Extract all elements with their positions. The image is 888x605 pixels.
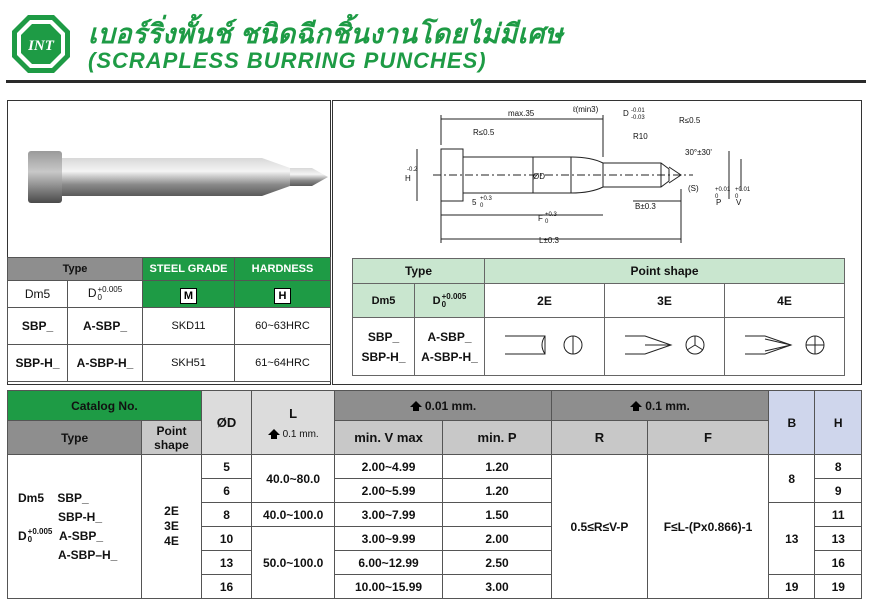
point-d-tolerance <box>442 293 467 309</box>
point-shape-header: Point shape <box>485 259 845 284</box>
phid-cell: 13 <box>201 551 251 575</box>
minv-cell: 3.00~7.99 <box>335 503 443 527</box>
l-step <box>252 429 334 440</box>
d-tolerance <box>97 286 122 302</box>
type-line-1 <box>18 489 141 508</box>
step-001-header <box>335 391 552 421</box>
dim-b: B±0.3 <box>635 202 656 211</box>
b-cell: 19 <box>769 575 815 599</box>
table-row <box>8 345 331 382</box>
hardness-cell: 60~63HRC <box>235 308 331 345</box>
dim-f-up: +0.3 <box>545 212 557 218</box>
point-type-b-cell <box>415 318 485 376</box>
type-d-tolerance <box>28 528 53 544</box>
hardness-cell: 61~64HRC <box>235 345 331 382</box>
shape-2e-drawing <box>485 318 605 376</box>
b-header: B <box>769 391 815 455</box>
shape-3e-icon <box>615 330 715 360</box>
type-line-3 <box>18 527 141 546</box>
dim-v-up: +0.01 <box>735 187 751 193</box>
minp-cell: 1.20 <box>443 455 552 479</box>
type-asbp: A-SBP_ <box>59 528 104 543</box>
r-header: R <box>552 421 648 455</box>
dim-phid: ØD <box>533 172 545 181</box>
type-sbph: SBP-H_ <box>58 509 103 524</box>
h-cell: 13 <box>815 527 862 551</box>
phid-cell: 8 <box>201 503 251 527</box>
dim-r05-top: R≤0.5 <box>679 116 701 125</box>
page-title-thai: เบอร์ริ่งพั้นช์ ชนิดฉีกชิ้นงานโดยไม่มีเศษ <box>88 19 564 49</box>
steel-cell: SKD11 <box>143 308 235 345</box>
point-dm5-label: Dm5 <box>353 284 415 318</box>
h-cell: 19 <box>815 575 862 599</box>
dim-r10: R10 <box>633 132 648 141</box>
b-cell: 8 <box>769 455 815 503</box>
punch-photo <box>28 151 338 211</box>
dim-f: F <box>538 214 543 223</box>
l-header <box>252 391 335 455</box>
type-dm5: Dm5 <box>18 490 45 505</box>
hardness-h-icon: H <box>274 288 291 304</box>
type-cell: A-SBP_ <box>68 308 143 345</box>
type-d-low: 0 <box>27 535 33 545</box>
dim-p: P <box>716 198 722 207</box>
minp-cell: 3.00 <box>443 575 552 599</box>
h-cell: 8 <box>815 455 862 479</box>
d-tol-lower: 0 <box>97 293 102 302</box>
h-header: H <box>815 391 862 455</box>
minp-cell: 2.50 <box>443 551 552 575</box>
logo-text: INT <box>28 38 54 54</box>
catalog-table <box>7 390 862 599</box>
dim-5-up: +0.3 <box>480 196 492 202</box>
point-type-header: Type <box>353 259 485 284</box>
page-title-english: (SCRAPLESS BURRING PUNCHES) <box>88 48 487 73</box>
dim-s: (S) <box>688 184 699 193</box>
point-shape-table <box>352 258 845 376</box>
point-shape-header: Point shape <box>142 421 202 455</box>
point-d-label <box>415 284 485 318</box>
point-shape-3e: 3E <box>164 519 179 533</box>
point-d-symbol: D <box>432 294 441 307</box>
step-arrow-icon <box>630 401 642 407</box>
table-row <box>8 308 331 345</box>
catalog-point-shape-cell <box>142 455 202 599</box>
d-tol-upper: +0.005 <box>97 285 123 294</box>
shape-2e-header: 2E <box>485 284 605 318</box>
material-m-icon: M <box>180 288 197 304</box>
h-cell: 9 <box>815 479 862 503</box>
shape-4e-icon <box>735 330 835 360</box>
type-cell: SBP_ <box>8 308 68 345</box>
dim-lmin: ℓ(min3) <box>573 105 599 114</box>
type-sbp: SBP_ <box>57 490 89 505</box>
point-d-low: 0 <box>441 299 447 309</box>
dim-d-up: -0.01 <box>631 108 645 114</box>
steel-cell: SKH51 <box>143 345 235 382</box>
r-value-cell: 0.5≤R≤V-P <box>552 455 648 599</box>
phid-cell: 5 <box>201 455 251 479</box>
minv-cell: 6.00~12.99 <box>335 551 443 575</box>
steel-grade-icon-cell <box>143 281 235 308</box>
l-cell: 40.0~100.0 <box>252 503 335 527</box>
minv-cell: 3.00~9.99 <box>335 527 443 551</box>
catalog-type-cell <box>8 455 142 599</box>
dim-5-low: 0 <box>480 203 484 209</box>
step-01-label: 0.1 mm. <box>645 398 690 413</box>
point-shape-2e: 2E <box>164 504 179 518</box>
f-header: F <box>647 421 768 455</box>
type-asbph: A-SBP–H_ <box>58 547 118 562</box>
b-cell: 13 <box>769 503 815 575</box>
phid-cell: 16 <box>201 575 251 599</box>
minv-header: min. V max <box>335 421 443 455</box>
point-type-sbph: SBP-H_ <box>361 349 406 364</box>
type-d-up: +0.005 <box>27 527 53 537</box>
dim-d: D <box>623 109 629 118</box>
f-value-cell: F≤L-(Px0.866)-1 <box>647 455 768 599</box>
l-header-label: L <box>289 405 298 421</box>
int-logo <box>10 13 72 75</box>
dim-p-up: +0.01 <box>715 187 731 193</box>
dim-max35: max.35 <box>508 109 535 118</box>
dim-r05-left: R≤0.5 <box>473 128 495 137</box>
minv-cell: 2.00~4.99 <box>335 455 443 479</box>
h-cell: 11 <box>815 503 862 527</box>
minv-cell: 2.00~5.99 <box>335 479 443 503</box>
shape-2e-icon <box>495 330 595 360</box>
hardness-header: HARDNESS <box>235 258 331 281</box>
point-d-up: +0.005 <box>441 291 467 301</box>
minp-cell: 1.50 <box>443 503 552 527</box>
type-cell: SBP-H_ <box>8 345 68 382</box>
phid-cell: 10 <box>201 527 251 551</box>
type-cell: A-SBP-H_ <box>68 345 143 382</box>
steel-grade-header: STEEL GRADE <box>143 258 235 281</box>
dim-h-tol: -0.2 <box>407 167 418 173</box>
header-divider <box>6 80 866 83</box>
point-type-asbph: A-SBP-H_ <box>421 349 478 364</box>
step-arrow-icon <box>410 401 422 407</box>
step-01-header <box>552 391 769 421</box>
point-shape-4e: 4E <box>164 534 179 548</box>
dim-d-low: -0.03 <box>631 115 645 121</box>
shape-3e-header: 3E <box>605 284 725 318</box>
l-step-label: 0.1 mm. <box>282 428 319 440</box>
dim-f-low: 0 <box>545 219 549 225</box>
h-cell: 16 <box>815 551 862 575</box>
dim-h: H <box>405 174 411 183</box>
dim-l: L±0.3 <box>539 236 559 245</box>
point-type-asbp: A-SBP_ <box>427 329 472 344</box>
technical-drawing <box>333 101 863 251</box>
d-symbol: D <box>87 286 97 301</box>
shape-4e-drawing <box>725 318 845 376</box>
table-row <box>8 455 862 479</box>
hardness-icon-cell <box>235 281 331 308</box>
d-tolerance-label <box>68 281 143 308</box>
dim-angle: 30°±30' <box>685 148 712 157</box>
dim-v-low: 0 <box>735 194 739 200</box>
dim-p-low: 0 <box>715 194 719 200</box>
type-header: Type <box>8 258 143 281</box>
dm5-label: Dm5 <box>8 281 68 308</box>
point-type-sbp: SBP_ <box>367 329 400 344</box>
dim-v: V <box>736 198 742 207</box>
l-cell: 40.0~80.0 <box>252 455 335 503</box>
catalog-no-header: Catalog No. <box>8 391 202 421</box>
shape-3e-drawing <box>605 318 725 376</box>
minp-header: min. P <box>443 421 552 455</box>
phid-cell: 6 <box>201 479 251 503</box>
minv-cell: 10.00~15.99 <box>335 575 443 599</box>
type-d-symbol: D <box>18 528 27 543</box>
minp-cell: 1.20 <box>443 479 552 503</box>
dim-5: 5 <box>472 198 477 207</box>
step-001-label: 0.01 mm. <box>424 398 477 413</box>
step-arrow-icon <box>268 429 280 435</box>
steel-grade-table <box>7 257 331 382</box>
type-header: Type <box>8 421 142 455</box>
minp-cell: 2.00 <box>443 527 552 551</box>
phid-header: ØD <box>201 391 251 455</box>
point-type-a-cell <box>353 318 415 376</box>
l-cell: 50.0~100.0 <box>252 527 335 599</box>
shape-4e-header: 4E <box>725 284 845 318</box>
